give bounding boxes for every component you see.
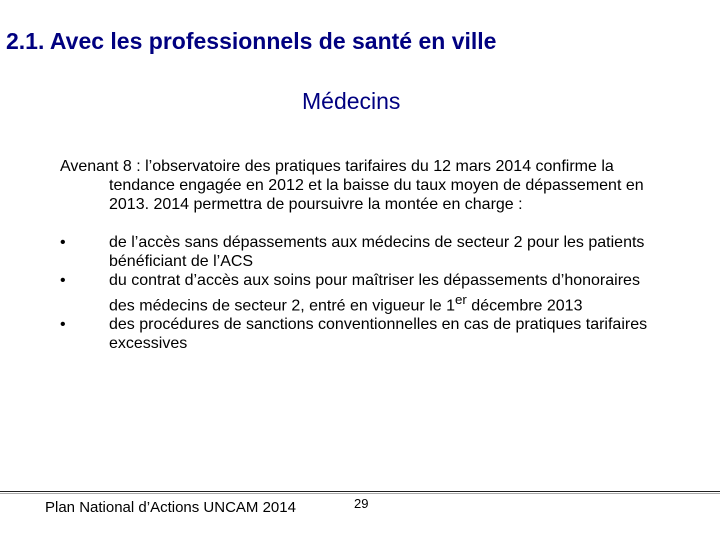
- slide-subtitle: Médecins: [302, 88, 401, 114]
- ordinal-superscript: er: [454, 292, 467, 307]
- bullet-icon: •: [60, 316, 66, 334]
- bullet-icon: •: [60, 234, 66, 251]
- bullet-text: de l’accès sans dépassements aux médecins de secteur 2 pour les patients bénéficiant de l’ACS: [109, 234, 645, 270]
- footer-label: Plan National d’Actions UNCAM 2014: [45, 499, 296, 516]
- footer-divider: [0, 491, 720, 492]
- bullet-item: [60, 233, 660, 271]
- intro-paragraph: Avenant 8 : l’observatoire des pratiques tarifaires du 12 mars 2014 confirme la tendance engagée en 2012 et la baisse du taux moyen de dépassement en 2013. 2014 permettra de poursuivre la montée en charge :: [60, 158, 644, 213]
- bullet-list: [60, 233, 660, 353]
- body-content: [60, 157, 660, 353]
- bullet-icon: •: [60, 272, 66, 289]
- slide-title: 2.1. Avec les professionnels de santé en ville: [6, 28, 497, 54]
- bullet-text-continued: décembre 2013: [466, 297, 583, 315]
- page-number: 29: [354, 496, 369, 511]
- bullet-text: du contrat d’accès aux soins pour maîtriser les dépassements d’honoraires des médecins de secteur 2, entré en vigueur le 1: [109, 272, 640, 315]
- bullet-item: [60, 315, 660, 353]
- bullet-text: des procédures de sanctions conventionnelles en cas de pratiques tarifaires excessives: [109, 316, 648, 353]
- bullet-item: [60, 271, 660, 315]
